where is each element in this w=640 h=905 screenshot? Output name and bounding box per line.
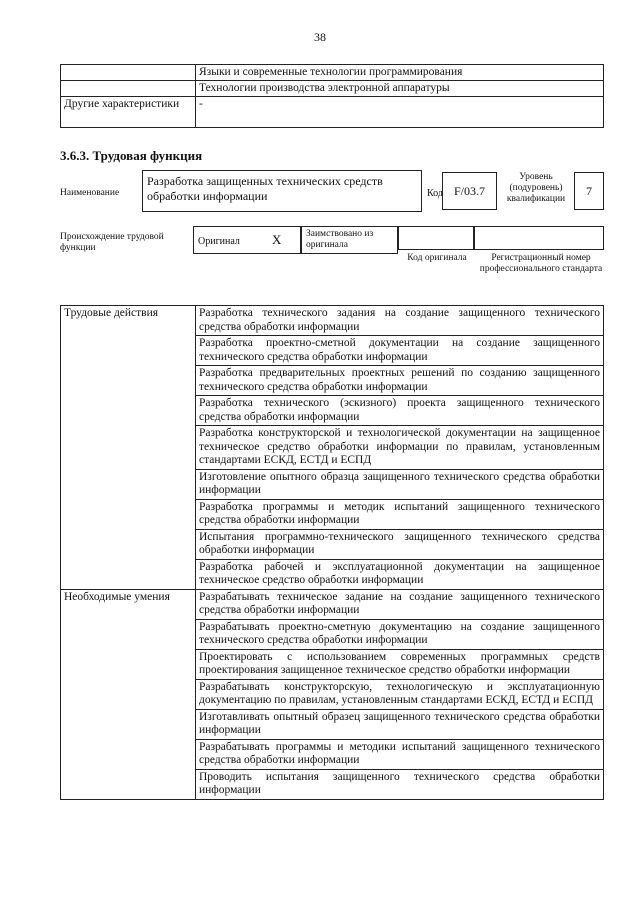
page-number: 38	[314, 30, 326, 44]
table-cell	[61, 81, 196, 97]
qualification-level-label: Уровень (подуровень) квалификации	[506, 172, 566, 204]
table-cell	[61, 65, 196, 81]
origin-label: Происхождение трудовой функции	[60, 232, 164, 253]
function-code-box: F/03.7	[442, 172, 497, 210]
borrowed-label: Заимствовано из оригинала	[301, 226, 398, 254]
original-label: Оригинал	[198, 236, 240, 247]
table-cell: Технологии производства электронной аппаратуры	[196, 81, 604, 97]
reg-number-label: Регистрационный номер профессионального стандарта	[479, 253, 603, 274]
item-cell: Изготовление опытного образца защищенного технического средства обработки информации	[196, 469, 604, 499]
code-original-label: Код оригинала	[407, 253, 467, 263]
item-cell: Изготавливать опытный образец защищенного технического средства обработки информации	[196, 709, 604, 739]
item-cell: Разработка технического задания на создание защищенного технического средства обработки информации	[196, 306, 604, 336]
item-cell: Разрабатывать конструкторскую, технологическую и эксплуатационную документацию по правилам, установленным стандартами ЕСКД, ЕСТД и ЕСПД	[196, 679, 604, 709]
item-cell: Испытания программно-технического защищенного технического средства обработки информации	[196, 529, 604, 559]
item-cell: Проводить испытания защищенного технического средства обработки информации	[196, 769, 604, 799]
item-cell: Проектировать с использованием современных программных средств проектирования защищенное техническое средство обработки информации	[196, 649, 604, 679]
table-cell: Языки и современные технологии программирования	[196, 65, 604, 81]
item-cell: Разрабатывать техническое задание на создание защищенного технического средства обработки информации	[196, 589, 604, 619]
table-row	[61, 65, 604, 81]
code-original-box	[398, 226, 474, 250]
name-label: Наименование	[60, 188, 120, 198]
item-cell: Разрабатывать проектно-сметную документацию на создание защищенного технического средства обработки информации	[196, 619, 604, 649]
reg-number-box	[474, 226, 604, 250]
table-row	[61, 81, 604, 97]
original-mark: X	[272, 232, 282, 247]
section-heading: 3.6.3. Трудовая функция	[60, 148, 203, 163]
item-cell: Разработка проектно-сметной документации на создание защищенного технического средства обработки информации	[196, 336, 604, 366]
other-characteristics-value: -	[196, 97, 604, 128]
labor-function-table	[60, 305, 604, 800]
table-row	[61, 306, 604, 336]
other-characteristics-label: Другие характеристики	[61, 97, 196, 128]
item-cell: Разработка рабочей и эксплуатационной документации на защищенное техническое средство обработки информации	[196, 559, 604, 589]
competency-table-continuation	[60, 64, 604, 128]
item-cell: Разработка конструкторской и технологической документации на защищенное техническое средство обработки информации по правилам, установленным стандартами ЕСКД, ЕСТД и ЕСПД	[196, 426, 604, 470]
category-cell: Трудовые действия	[61, 306, 196, 590]
table-row	[61, 589, 604, 619]
table-row	[61, 97, 604, 128]
item-cell: Разработка технического (эскизного) проекта защищенного технического средства обработки информации	[196, 396, 604, 426]
qualification-level-box: 7	[574, 172, 604, 210]
item-cell: Разработка предварительных проектных решений по созданию защищенного технического средства обработки информации	[196, 366, 604, 396]
function-name-box: Разработка защищенных технических средств обработки информации	[142, 170, 422, 212]
item-cell: Разрабатывать программы и методики испытаний защищенного технического средства обработки информации	[196, 739, 604, 769]
category-cell: Необходимые умения	[61, 589, 196, 799]
code-label: Код	[427, 188, 443, 199]
item-cell: Разработка программы и методик испытаний защищенного технического средства обработки информации	[196, 499, 604, 529]
